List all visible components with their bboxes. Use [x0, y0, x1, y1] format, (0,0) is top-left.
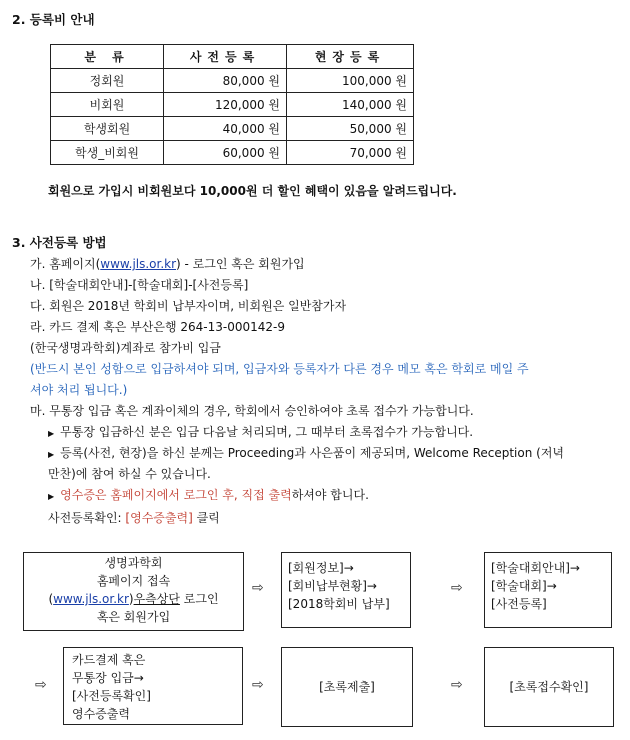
- cell-pre: 40,000 원: [164, 117, 287, 141]
- fee-table: [50, 44, 414, 165]
- flow-box-1-line-2: 홈페이지 접속: [96, 574, 171, 588]
- flow-box-1-login: 로그인: [179, 592, 219, 606]
- cell-onsite: 140,000 원: [287, 93, 414, 117]
- flow-box-1-top-right: 우측상단: [133, 592, 180, 606]
- step-a-prefix: 가. 홈페이지(: [30, 257, 101, 271]
- step-c: 다. 회원은 2018년 학회비 납부자이며, 비회원은 일반참가자: [30, 299, 347, 313]
- cell-type: 학생회원: [51, 117, 164, 141]
- flow-homepage-link[interactable]: www.jls.or.kr: [53, 592, 129, 606]
- flow-box-2-line-1: [회원정보]→: [288, 561, 354, 575]
- header-category: 분 류: [51, 45, 164, 69]
- flow-box-1-line-1: 생명과학회: [104, 556, 163, 570]
- notice-line-2: 셔야 처리 됩니다.): [30, 383, 128, 397]
- cell-type: 정회원: [51, 69, 164, 93]
- flow-box-6-label: [초록접수확인]: [509, 680, 589, 694]
- triangle-bullet-icon: ▶: [48, 492, 55, 501]
- flow-box-4-line-2: 무통장 입금→: [72, 671, 144, 685]
- cell-pre: 120,000 원: [164, 93, 287, 117]
- receipt-print-label: [영수증출력]: [125, 511, 193, 525]
- confirm-line: [48, 509, 220, 526]
- flow-box-3-line-2: [학술대회]→: [491, 579, 557, 593]
- flow-arrow-icon: ⇨: [35, 677, 47, 693]
- triangle-bullet-icon: ▶: [48, 450, 55, 459]
- bullet-2-cont: 만찬)에 참여 하실 수 있습니다.: [48, 467, 211, 481]
- bullet-3-highlight: 영수증은 홈페이지에서 로그인 후, 직접 출력: [60, 488, 292, 502]
- flow-box-4-line-1: 카드결제 혹은: [72, 653, 146, 667]
- flow-box-abstract-submit: [281, 647, 413, 727]
- step-d: 라. 카드 결제 혹은 부산은행 264-13-000142-9: [30, 320, 286, 334]
- notice-line-1: (반드시 본인 성함으로 입금하셔야 되며, 입금자와 등록자가 다른 경우 메모 혹은 학회로 메일 주: [30, 362, 529, 376]
- cell-onsite: 70,000 원: [287, 141, 414, 165]
- flow-box-member-info: [281, 552, 411, 628]
- table-header-row: [51, 45, 414, 69]
- flow-arrow-icon: ⇨: [252, 677, 264, 693]
- table-row: [51, 69, 414, 93]
- confirm-suffix: 클릭: [192, 511, 220, 525]
- header-onsite: 현장등록: [287, 45, 414, 69]
- step-a: [30, 255, 305, 272]
- bullet-2: [48, 444, 564, 461]
- bullet-3: [48, 486, 369, 503]
- table-row: [51, 117, 414, 141]
- cell-pre: 80,000 원: [164, 69, 287, 93]
- cell-type: 학생_비회원: [51, 141, 164, 165]
- flow-arrow-icon: ⇨: [451, 580, 463, 596]
- flow-arrow-icon: ⇨: [451, 677, 463, 693]
- confirm-prefix: 사전등록확인:: [48, 511, 126, 525]
- bullet-1: [48, 423, 473, 440]
- triangle-bullet-icon: ▶: [48, 429, 55, 438]
- bullet-3-rest: 하셔야 합니다.: [291, 488, 369, 502]
- table-row: [51, 141, 414, 165]
- flow-arrow-icon: ⇨: [252, 580, 264, 596]
- flow-box-1-paren-close: ): [128, 592, 134, 606]
- step-b: 나. [학술대회안내]-[학술대회]-[사전등록]: [30, 278, 249, 292]
- flow-box-1-line-4: 혹은 회원가입: [96, 610, 171, 624]
- cell-type: 비회원: [51, 93, 164, 117]
- flow-box-3-line-3: [사전등록]: [491, 597, 547, 611]
- flow-box-conference: [484, 552, 612, 628]
- discount-note: 회원으로 가입시 비회원보다 10,000원 더 할인 혜택이 있음을 알려드립니다.: [48, 184, 457, 198]
- flow-box-2-line-2: [회비납부현황]→: [288, 579, 377, 593]
- flow-box-5-label: [초록제출]: [319, 680, 375, 694]
- flow-box-homepage: [23, 552, 244, 631]
- step-e: 마. 무통장 입금 혹은 계좌이체의 경우, 학회에서 승인하여야 초록 접수가 가능합니다.: [30, 404, 474, 418]
- flow-box-4-line-3: [사전등록확인]: [72, 689, 151, 703]
- section-2-title: 2. 등록비 안내: [12, 12, 95, 27]
- flow-box-3-line-1: [학술대회안내]→: [491, 561, 580, 575]
- cell-onsite: 100,000 원: [287, 69, 414, 93]
- flow-box-payment: [63, 647, 243, 725]
- cell-onsite: 50,000 원: [287, 117, 414, 141]
- bullet-2-text: 등록(사전, 현장)을 하신 분께는 Proceeding과 사은품이 제공되며, Welcome Reception (저녁: [60, 446, 565, 460]
- homepage-link[interactable]: www.jls.or.kr: [100, 257, 177, 271]
- flow-box-1-paren-open: (: [48, 592, 54, 606]
- flow-box-abstract-confirm: [484, 647, 614, 727]
- table-row: [51, 93, 414, 117]
- flow-box-4-line-4: 영수증출력: [72, 707, 130, 721]
- step-a-suffix: ) - 로그인 혹은 회원가입: [176, 257, 305, 271]
- flow-box-1-line-3: [24, 590, 243, 608]
- cell-pre: 60,000 원: [164, 141, 287, 165]
- bullet-1-text: 무통장 입금하신 분은 입금 다음날 처리되며, 그 때부터 초록접수가 가능합니다.: [60, 425, 474, 439]
- flow-box-2-line-3: [2018학회비 납부]: [288, 597, 390, 611]
- header-pre: 사전등록: [164, 45, 287, 69]
- step-d-account: (한국생명과학회)계좌로 참가비 입금: [30, 341, 221, 355]
- section-3-title: 3. 사전등록 방법: [12, 235, 107, 250]
